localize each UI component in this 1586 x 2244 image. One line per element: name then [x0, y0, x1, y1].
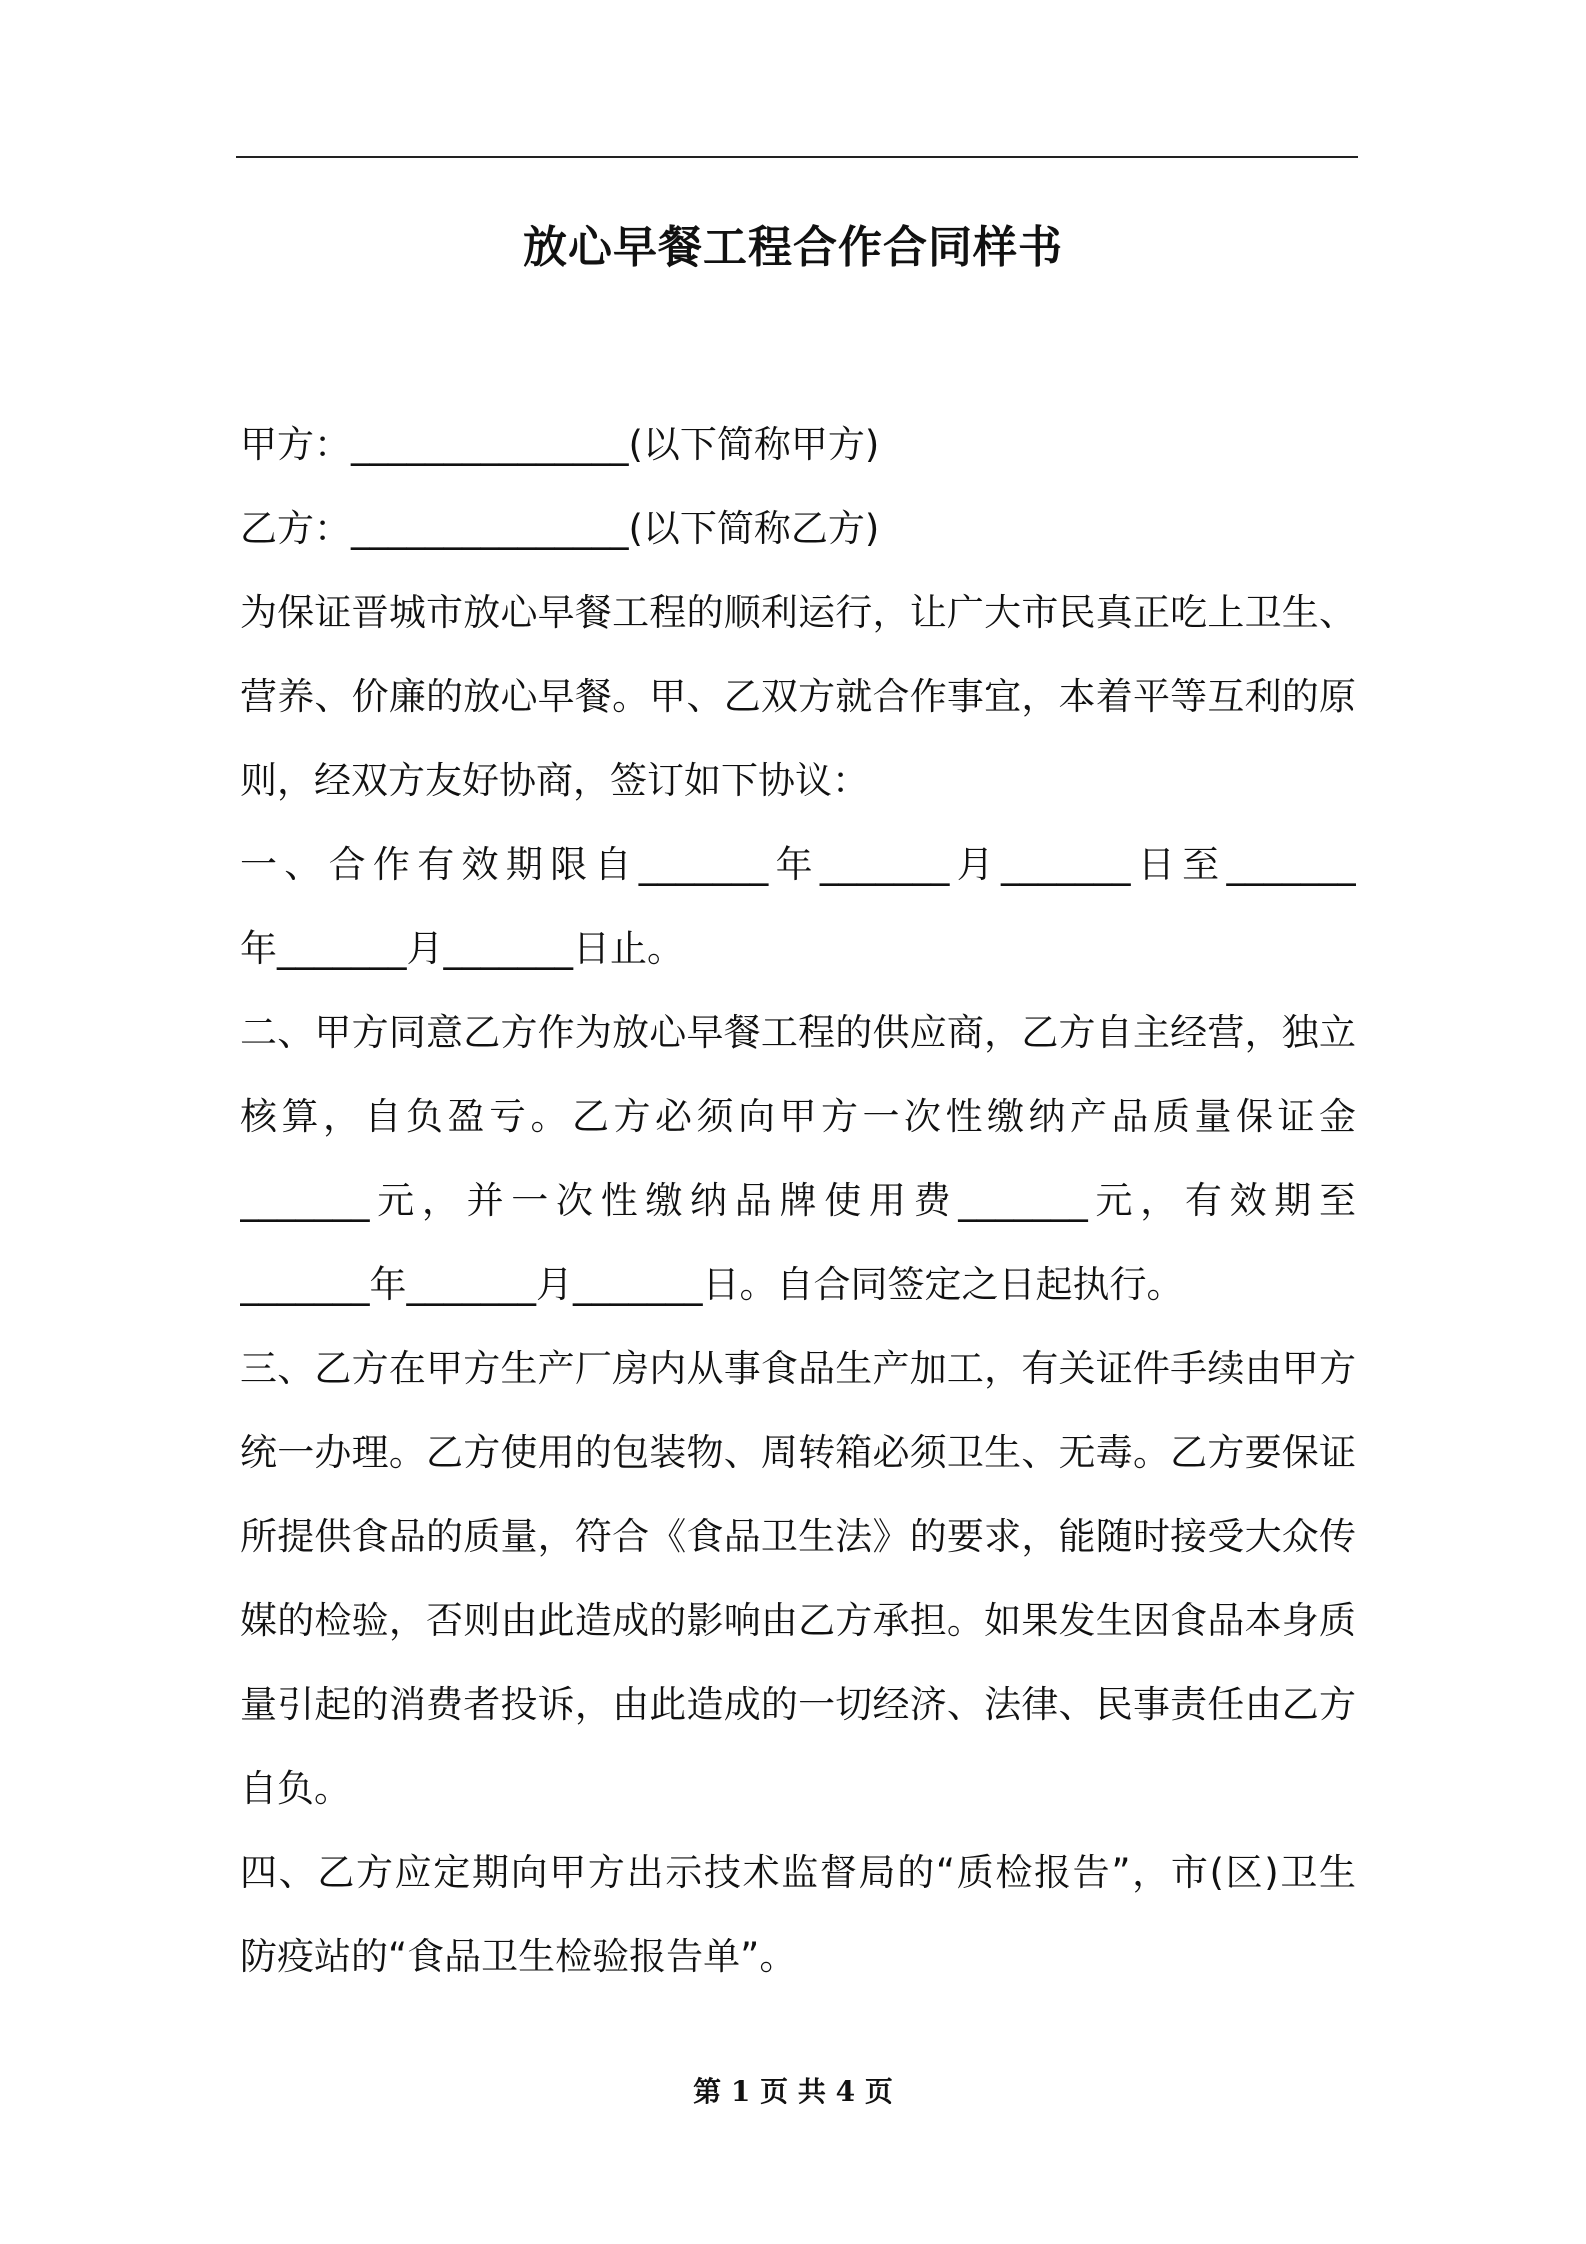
- clause-3-line: 三、乙方在甲方生产厂房内从事食品生产加工，有关证件手续由甲方: [240, 1347, 1356, 1390]
- clause-3-line: 自负。: [240, 1767, 351, 1810]
- clause-4-line: 四、乙方应定期向甲方出示技术监督局的“质检报告”，市(区)卫生: [240, 1851, 1356, 1894]
- intro-line: 为保证晋城市放心早餐工程的顺利运行，让广大市民真正吃上卫生、: [240, 591, 1356, 634]
- document-title: 放心早餐工程合作合同样书: [523, 222, 1063, 273]
- party-a-line: 甲方：_______________(以下简称甲方): [240, 423, 880, 466]
- clause-2-line: 核算，自负盈亏。乙方必须向甲方一次性缴纳产品质量保证金: [240, 1095, 1356, 1138]
- clause-2-line: _______年_______月_______日。自合同签定之日起执行。: [240, 1263, 1184, 1306]
- party-b-line: 乙方：_______________(以下简称乙方): [240, 507, 880, 550]
- clause-3-line: 量引起的消费者投诉，由此造成的一切经济、法律、民事责任由乙方: [240, 1683, 1356, 1726]
- clause-3-line: 媒的检验，否则由此造成的影响由乙方承担。如果发生因食品本身质: [240, 1599, 1356, 1642]
- clause-3-line: 所提供食品的质量，符合《食品卫生法》的要求，能随时接受大众传: [240, 1515, 1356, 1558]
- clause-2-line: _______元，并一次性缴纳品牌使用费_______元，有效期至: [240, 1179, 1356, 1222]
- intro-line: 则，经双方友好协商，签订如下协议：: [240, 759, 869, 802]
- clause-1-line: 一、合作有效期限自_______年_______月_______日至_______: [240, 843, 1356, 886]
- page-number: 第 1 页 共 4 页: [693, 2075, 893, 2108]
- intro-line: 营养、价廉的放心早餐。甲、乙双方就合作事宜，本着平等互利的原: [240, 675, 1356, 718]
- clause-1-line: 年_______月_______日止。: [240, 927, 684, 970]
- header-rule: [236, 156, 1358, 158]
- clause-4-line: 防疫站的“食品卫生检验报告单”。: [240, 1935, 797, 1978]
- clause-3-line: 统一办理。乙方使用的包装物、周转箱必须卫生、无毒。乙方要保证: [240, 1431, 1356, 1474]
- clause-2-line: 二、甲方同意乙方作为放心早餐工程的供应商，乙方自主经营，独立: [240, 1011, 1356, 1054]
- document-body: [240, 403, 1356, 1999]
